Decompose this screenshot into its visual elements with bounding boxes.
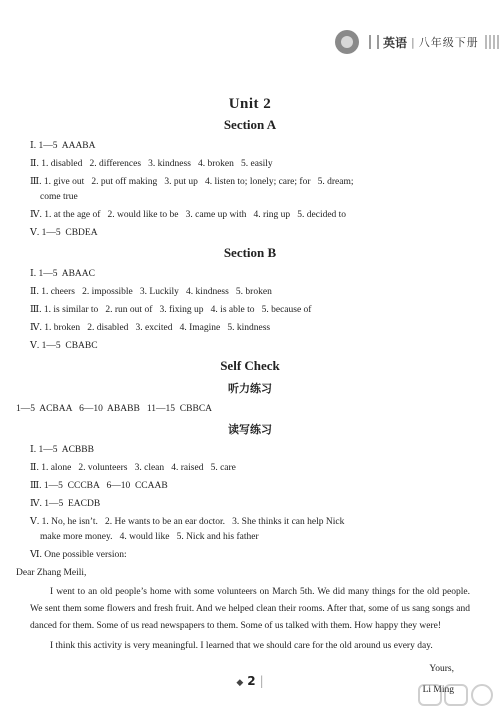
answer-line: come true bbox=[40, 192, 78, 202]
book-logo-icon bbox=[335, 30, 359, 54]
answer-line: Ⅱ. 1. disabled 2. differences 3. kindness 4. broken 5. easily bbox=[30, 159, 273, 169]
answer-line: Ⅴ. 1—5 CBDEA bbox=[30, 228, 98, 238]
section-a-title: Section A bbox=[223, 117, 277, 132]
answer-line: Ⅵ. One possible version: bbox=[30, 550, 127, 560]
letter-greeting: Dear Zhang Meili, bbox=[16, 568, 87, 578]
answer-line: Ⅱ. 1. cheers 2. impossible 3. Luckily 4. kindness 5. broken bbox=[30, 287, 272, 297]
answer-line: Ⅰ. 1—5 ABAAC bbox=[30, 269, 95, 279]
answer-line: make more money. 4. would like 5. Nick and his father bbox=[40, 532, 259, 542]
header-subject: 英语 bbox=[383, 35, 408, 50]
listening-answers: 1—5 ACBAA 6—10 ABABB 11—15 CBBCA bbox=[16, 404, 213, 414]
answer-line: Ⅰ. 1—5 AAABA bbox=[30, 141, 96, 151]
section-b-answers bbox=[30, 267, 470, 354]
section-b-title: Section B bbox=[223, 245, 277, 260]
answer-line: Ⅴ. 1. No, he isn’t. 2. He wants to be an ear doctor. 3. She thinks it can help Nick bbox=[30, 517, 345, 527]
answer-line: Ⅲ. 1. is similar to 2. run out of 3. fixing up 4. is able to 5. because of bbox=[30, 305, 312, 315]
answer-line: Ⅰ. 1—5 ACBBB bbox=[30, 445, 94, 455]
answer-content bbox=[16, 96, 470, 699]
answer-line: Ⅲ. 1—5 CCCBA 6—10 CCAAB bbox=[30, 481, 168, 491]
letter-paragraph: I went to an old people’s home with some volunteers on March 5th. We did many things for the old people. We sent them some flowers and fresh fruit. And we helped clean their rooms. After that, some of us sang songs and danced for them. Some of us read newspapers to them. Some of us talked with them. How happy they were! bbox=[30, 587, 470, 631]
section-a-answers bbox=[30, 139, 470, 241]
header-stripe bbox=[485, 35, 500, 49]
page-header bbox=[335, 30, 500, 54]
answer-line: Ⅴ. 1—5 CBABC bbox=[30, 341, 98, 351]
answer-line: Ⅳ. 1. at the age of 2. would like to be 3. came up with 4. ring up 5. decided to bbox=[30, 210, 347, 220]
header-divider-icon bbox=[369, 35, 379, 49]
letter-signature: Li Ming bbox=[422, 685, 454, 695]
answer-line: Ⅳ. 1. broken 2. disabled 3. excited 4. Imagine 5. kindness bbox=[30, 323, 271, 333]
diamond-icon: ◆ bbox=[236, 678, 244, 688]
unit-title: Unit 2 bbox=[228, 96, 272, 112]
watermark-logo-icon bbox=[418, 683, 494, 707]
letter-closing: Yours, bbox=[429, 664, 454, 674]
answer-line: Ⅱ. 1. alone 2. volunteers 3. clean 4. raised 5. care bbox=[30, 463, 236, 473]
reading-answers bbox=[30, 443, 470, 563]
page-number-text: 2 bbox=[247, 674, 256, 688]
reading-title: 读写练习 bbox=[228, 423, 272, 436]
self-check-title: Self Check bbox=[220, 358, 280, 373]
divider-icon: | bbox=[259, 674, 264, 688]
listening-title: 听力练习 bbox=[228, 382, 272, 395]
letter-paragraph: I think this activity is very meaningful. I learned that we should care for the old around us every day. bbox=[50, 641, 433, 651]
answer-line: Ⅳ. 1—5 EACDB bbox=[30, 499, 101, 509]
header-separator: | bbox=[411, 35, 415, 49]
answer-line: Ⅲ. 1. give out 2. put off making 3. put up 4. listen to; lonely; care; for 5. dream; bbox=[30, 177, 354, 187]
header-grade: 八年级下册 bbox=[418, 36, 479, 49]
